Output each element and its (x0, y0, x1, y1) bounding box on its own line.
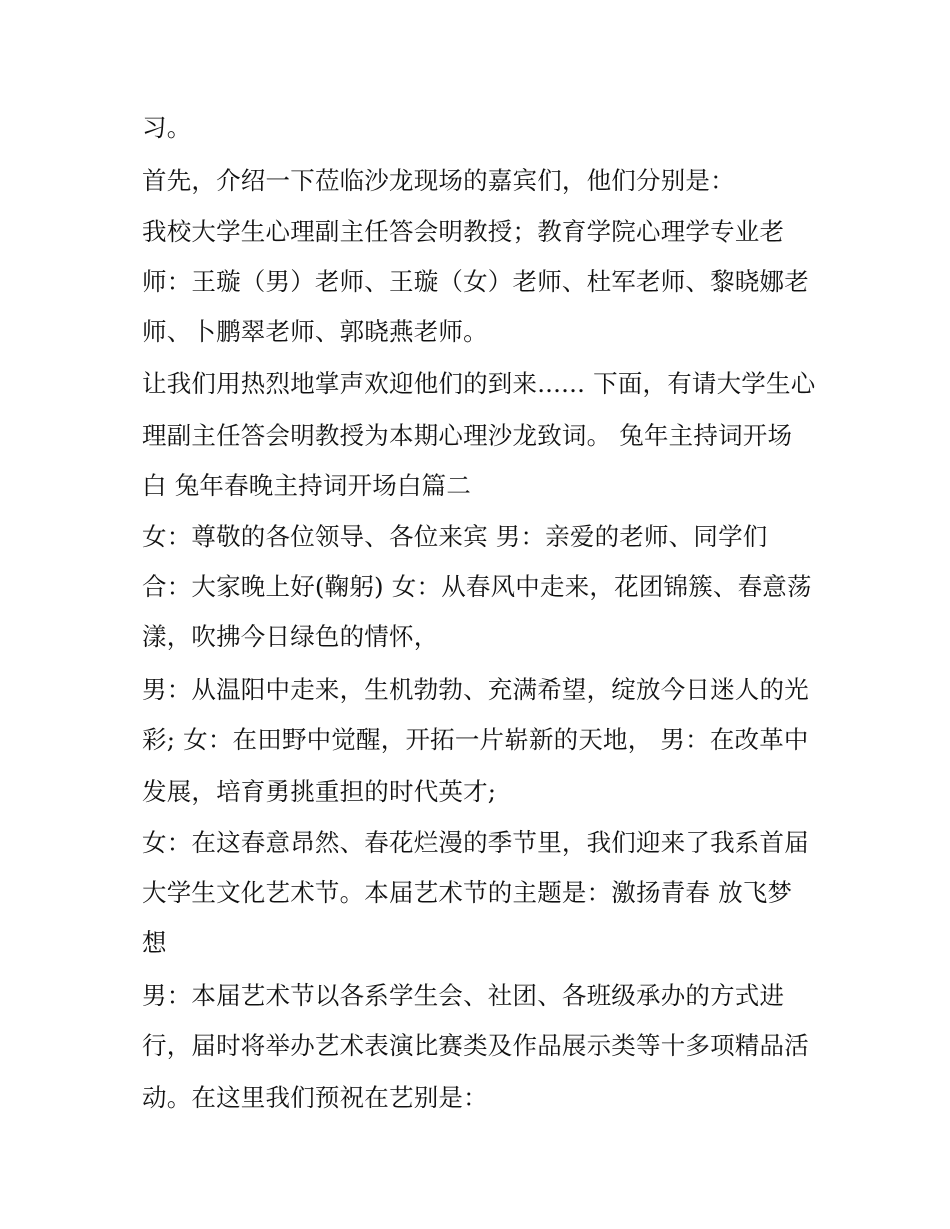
text-line: 女：在这春意昂然、春花烂漫的季节里，我们迎来了我系首届 (142, 828, 809, 857)
text-line: 理副主任答会明教授为本期心理沙龙致词。 兔年主持词开场 (142, 421, 793, 450)
text-line: 行，届时将举办艺术表演比赛类及作品展示类等十多项精品活 (142, 1031, 809, 1060)
text-line: 男：从温阳中走来，生机勃勃、充满希望，绽放今日迷人的光 (142, 675, 809, 704)
text-line: 白 兔年春晚主持词开场白篇二 (142, 471, 472, 500)
text-line: 师、卜鹏翠老师、郭晓燕老师。 (142, 317, 488, 346)
text-line: 漾，吹拂今日绿色的情怀， (142, 622, 439, 651)
text-line: 动。在这里我们预祝在艺别是： (142, 1083, 488, 1112)
text-line: 合：大家晚上好(鞠躬) 女：从春风中走来，花团锦簇、春意荡 (142, 572, 812, 601)
text-line: 习。 (142, 113, 192, 142)
text-line: 彩; 女：在田野中觉醒，开拓一片崭新的天地， 男：在改革中 (142, 725, 809, 754)
text-line: 想 (142, 928, 167, 957)
text-line: 女：尊敬的各位领导、各位来宾 男：亲爱的老师、同学们 (142, 522, 768, 551)
text-line: 我校大学生心理副主任答会明教授；教育学院心理学专业老 (142, 217, 785, 246)
text-line: 男：本届艺术节以各系学生会、社团、各班级承办的方式进 (142, 981, 785, 1010)
text-line: 师：王璇（男）老师、王璇（女）老师、杜军老师、黎晓娜老 (142, 267, 809, 296)
text-line: 大学生文化艺术节。本届艺术节的主题是：激扬青春 放飞梦 (142, 878, 793, 907)
text-line: 发展，培育勇挑重担的时代英才; (142, 777, 497, 806)
text-line: 首先，介绍一下莅临沙龙现场的嘉宾们，他们分别是： (142, 166, 735, 195)
text-line: 让我们用热烈地掌声欢迎他们的到来...... 下面，有请大学生心 (142, 369, 816, 398)
